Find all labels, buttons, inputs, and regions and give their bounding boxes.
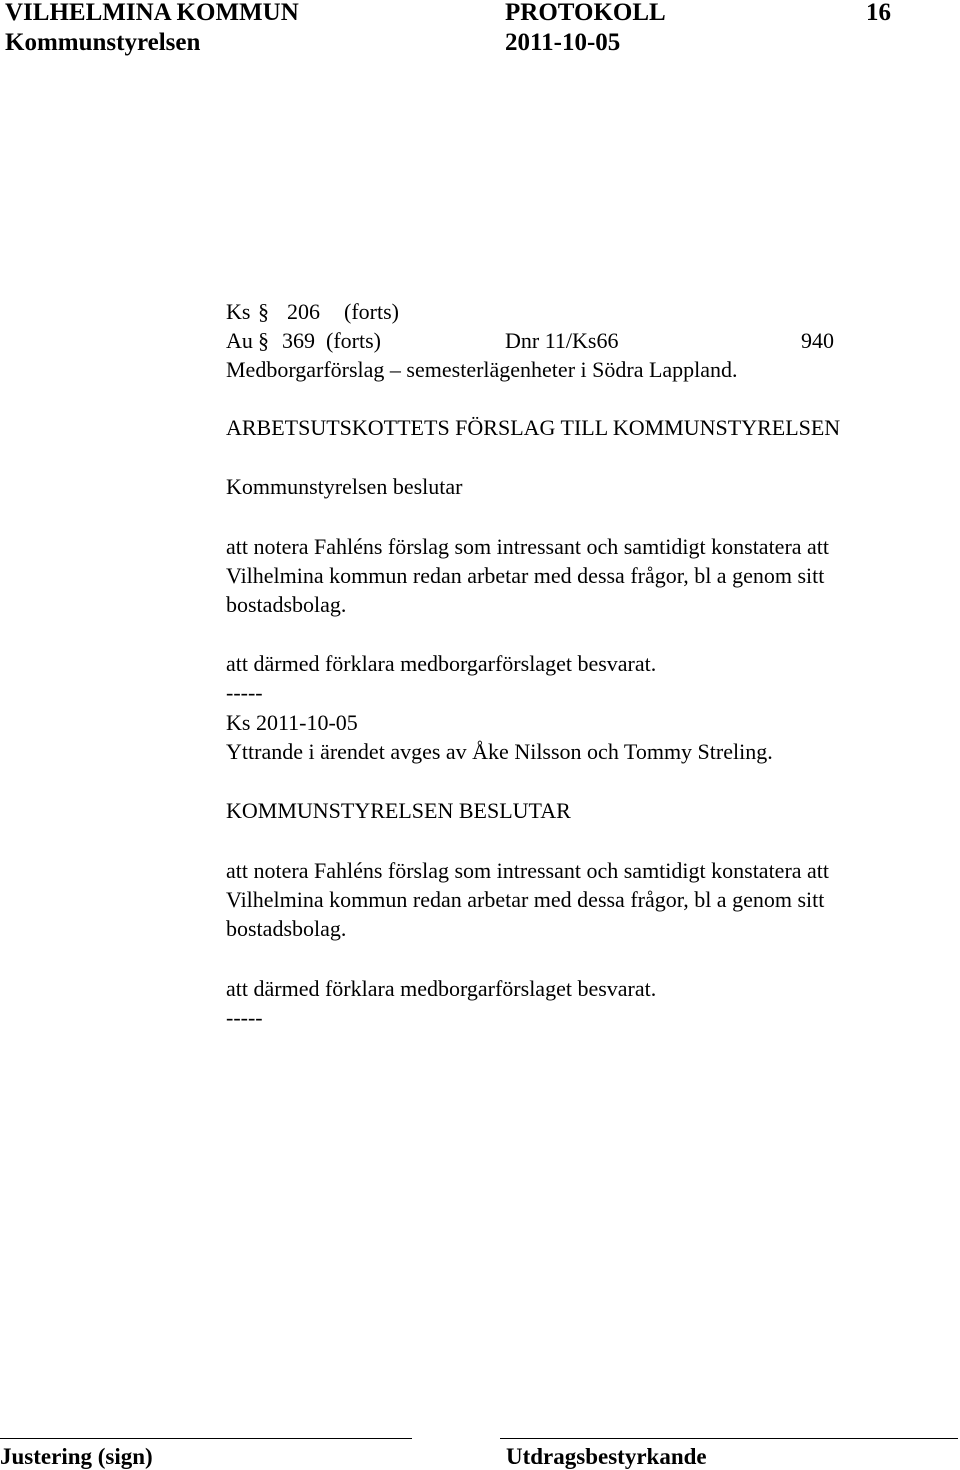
footer-utdragsbestyrkande: Utdragsbestyrkande xyxy=(506,1444,707,1469)
meeting-ks-date: Ks 2011-10-05 xyxy=(226,710,358,735)
case-ks-prefix: Ks xyxy=(226,299,251,324)
case-au-forts: (forts) xyxy=(326,328,381,353)
decision-para1-line3: bostadsbolag. xyxy=(226,916,347,941)
section-symbol: § xyxy=(258,299,269,324)
decision-para1-line2: Vilhelmina kommun redan arbetar med dessa frågor, bl a genom sitt xyxy=(226,887,825,912)
header-page-number: 16 xyxy=(866,0,891,26)
case-title: Medborgarförslag – semesterlägenheter i Södra Lappland. xyxy=(226,357,738,382)
header-date: 2011-10-05 xyxy=(505,29,621,56)
proposal-para1-line1: att notera Fahléns förslag som intressant och samtidigt konstatera att xyxy=(226,534,830,559)
decision-heading: KOMMUNSTYRELSEN BESLUTAR xyxy=(226,798,571,823)
case-au-number: 369 xyxy=(282,328,315,353)
header-municipality: VILHELMINA KOMMUN xyxy=(5,0,299,26)
footer-signature-line xyxy=(0,1438,412,1439)
section-symbol: § xyxy=(258,328,269,353)
case-ks-number: 206 xyxy=(287,299,320,324)
case-code: 940 xyxy=(801,328,834,353)
footer-attestation-line xyxy=(500,1438,958,1439)
header-doc-type: PROTOKOLL xyxy=(505,0,666,26)
proposal-para1-line2: Vilhelmina kommun redan arbetar med dessa frågor, bl a genom sitt xyxy=(226,563,825,588)
proposal-para2: att därmed förklara medborgarförslaget besvarat. xyxy=(226,651,657,676)
decision-para1-line1: att notera Fahléns förslag som intressant och samtidigt konstatera att xyxy=(226,858,830,883)
decision-separator: ----- xyxy=(226,1005,263,1030)
proposal-heading: ARBETSUTSKOTTETS FÖRSLAG TILL KOMMUNSTYRELSEN xyxy=(226,415,841,440)
case-au-prefix: Au xyxy=(226,328,253,353)
case-dnr: Dnr 11/Ks66 xyxy=(505,328,619,353)
proposal-para1-line3: bostadsbolag. xyxy=(226,592,347,617)
header-body: Kommunstyrelsen xyxy=(5,29,201,56)
meeting-statement: Yttrande i ärendet avges av Åke Nilsson och Tommy Streling. xyxy=(226,739,773,764)
proposal-separator: ----- xyxy=(226,680,263,705)
proposal-intro: Kommunstyrelsen beslutar xyxy=(226,474,463,499)
footer-justering: Justering (sign) xyxy=(0,1444,153,1469)
case-ks-forts: (forts) xyxy=(344,299,399,324)
decision-para2: att därmed förklara medborgarförslaget besvarat. xyxy=(226,976,657,1001)
